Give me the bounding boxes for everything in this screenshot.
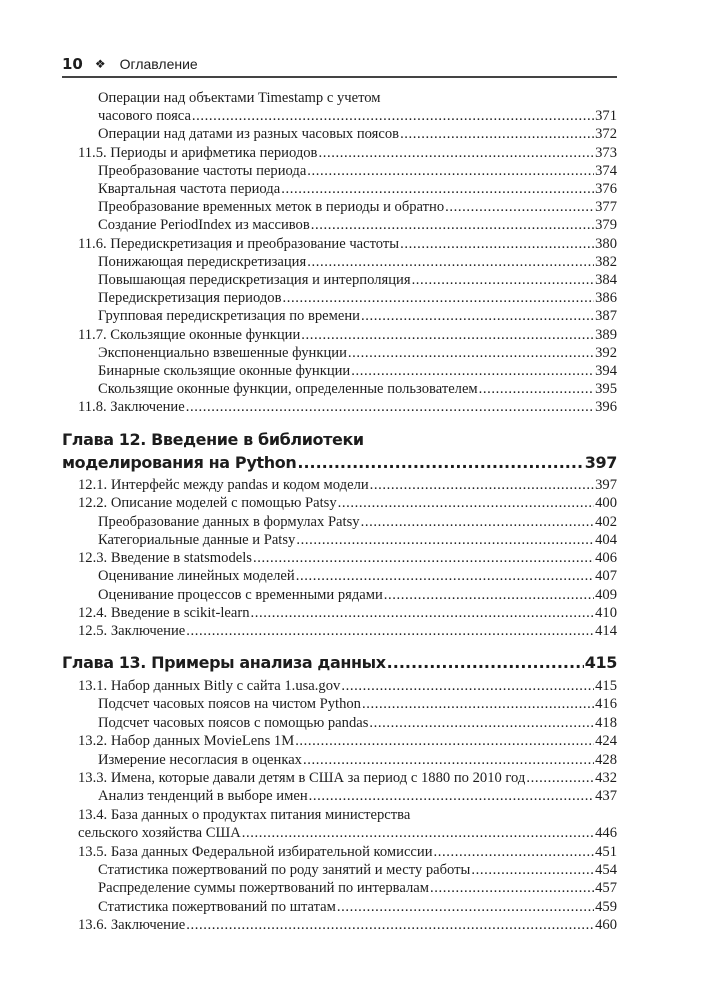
page-ref: 392 [595,344,617,361]
page-ref: 437 [595,788,617,805]
page-ref: 374 [595,162,617,179]
leader-dots [297,451,583,474]
leader-dots [361,513,595,531]
toc-entry[interactable] [62,861,617,879]
page-ref: 380 [595,235,617,252]
leader-dots [296,567,594,585]
toc-entry[interactable] [62,494,617,512]
page-ref: 409 [595,586,617,603]
entry-title: Преобразование частоты периода [98,162,307,179]
page-ref: 415 [595,678,617,694]
entry-title: Повышающая передискретизация и интерполяция [98,272,411,289]
entry-title: 12.5. Заключение [78,623,186,639]
page-ref: 400 [595,495,617,512]
toc-section-11 [62,89,617,417]
leader-dots [337,898,594,916]
leader-dots [338,494,594,512]
toc-entry[interactable] [62,787,617,805]
entry-title: Анализ тенденций в выборе имен [98,788,308,805]
entry-title: Категориальные данные и Patsy [98,531,296,548]
leader-dots [361,307,594,325]
leader-dots [341,677,594,695]
entry-title: Подсчет часовых поясов на чистом Python [98,696,361,713]
page-ref: 372 [595,126,617,143]
toc-entry[interactable] [62,677,617,695]
leader-dots [281,180,594,198]
toc-entry[interactable] [62,549,617,567]
toc-entry[interactable] [62,604,617,622]
leader-dots [186,622,594,640]
toc-entry[interactable] [62,380,617,398]
leader-dots [251,604,595,622]
running-header [62,53,616,75]
page-ref: 424 [595,733,617,750]
toc-chapter-12-entries [62,476,617,640]
leader-dots [384,586,594,604]
page-ref: 418 [595,714,617,731]
chapter-12-heading[interactable] [62,428,617,474]
entry-title: 12.1. Интерфейс между pandas и кодом модели [78,477,369,493]
toc-entry[interactable] [62,253,617,271]
page-ref: 389 [595,326,617,343]
leader-dots [351,362,594,380]
entry-title: 11.5. Периоды и арифметика периодов [78,144,318,161]
entry-title: 12.3. Введение в statsmodels [78,550,252,566]
entry-title: 12.2. Описание моделей с помощью Patsy [78,495,337,512]
toc-entry[interactable] [62,898,617,916]
page-ref: 407 [595,568,617,585]
page-ref: 396 [595,399,617,416]
page-ref: 386 [595,290,617,307]
toc-entry[interactable] [62,326,617,344]
page-ref: 410 [595,604,617,621]
page-ref: 395 [595,381,617,398]
entry-title: Операции над объектами Timestamp с учетом [98,90,381,106]
toc-entry[interactable] [62,806,617,824]
toc-entry[interactable] [62,398,617,416]
entry-title: 13.3. Имена, которые давали детям в США за период с 1880 по 2010 год [78,770,526,787]
chapter-13-heading[interactable] [62,651,617,674]
entry-title: 11.7. Скользящие оконные функции [78,326,301,343]
toc-entry[interactable] [62,714,617,732]
entry-title: 13.1. Набор данных Bitly с сайта 1.usa.gov [78,678,341,694]
leader-dots [307,162,594,180]
toc-entry[interactable] [62,289,617,307]
page-ref: 397 [595,477,617,493]
page-ref: 415 [584,653,617,672]
toc-entry[interactable] [62,476,617,494]
page-number: 10 [62,55,83,73]
page-ref: 460 [595,917,617,934]
header-rule [62,76,617,78]
toc-entry[interactable] [62,125,617,143]
leader-dots [186,916,594,934]
toc-entry[interactable] [62,824,617,842]
chapter-title: Глава 13. Примеры анализа данных [62,653,386,672]
page-ref: 404 [595,531,617,548]
toc-entry[interactable] [62,622,617,640]
leader-dots [186,398,594,416]
entry-title: Статистика пожертвований по штатам [98,898,336,915]
leader-dots [430,879,594,897]
toc-entry[interactable] [62,307,617,325]
toc-entry[interactable] [62,695,617,713]
leader-dots [192,107,594,125]
toc-entry[interactable] [62,235,617,253]
leader-dots [307,253,594,271]
toc-entry[interactable] [62,567,617,585]
running-title: Оглавление [119,56,198,72]
leader-dots [370,476,594,494]
page-ref: 379 [595,217,617,234]
page-ref: 416 [595,696,617,713]
leader-dots [369,714,594,732]
entry-title: Оценивание линейных моделей [98,568,295,585]
leader-dots [445,198,594,216]
entry-title: 13.2. Набор данных MovieLens 1M [78,733,295,750]
leader-dots [303,751,594,769]
page-ref: 406 [595,550,617,566]
chapter-title: Глава 12. Введение в библиотеки [62,430,364,449]
leader-dots [362,695,594,713]
toc-entry[interactable] [62,344,617,362]
page-ref: 387 [595,308,617,325]
page-ref: 377 [595,199,617,216]
leader-dots [348,344,594,362]
chapter-title: моделирования на Python [62,453,297,472]
leader-dots [296,531,594,549]
entry-title: 12.4. Введение в scikit-learn [78,604,250,621]
leader-dots [400,125,594,143]
page-ref: 459 [595,898,617,915]
entry-title: Оценивание процессов с временными рядами [98,586,383,603]
toc-entry[interactable] [62,751,617,769]
entry-title: Подсчет часовых поясов с помощью pandas [98,714,369,731]
entry-title: Скользящие оконные функции, определенные пользователем [98,381,478,398]
leader-dots [301,326,594,344]
ornament-icon: ❖ [94,57,106,71]
toc-entry[interactable] [62,586,617,604]
toc-entry[interactable] [62,162,617,180]
leader-dots [309,787,594,805]
leader-dots [318,144,594,162]
leader-dots [253,549,594,567]
entry-title: Преобразование данных в формулах Patsy [98,513,360,530]
leader-dots [471,861,594,879]
entry-title: Бинарные скользящие оконные функции [98,363,351,380]
entry-title: Групповая передискретизация по времени [98,308,360,325]
page-ref: 373 [595,144,617,161]
entry-title: 13.6. Заключение [78,917,186,934]
page-ref: 446 [595,825,617,842]
toc-chapter-13-entries [62,677,617,935]
page-ref: 397 [584,453,617,472]
leader-dots [400,235,594,253]
page-ref: 457 [595,880,617,897]
page-ref: 451 [595,843,617,860]
page-ref: 402 [595,513,617,530]
entry-title: Измерение несогласия в оценках [98,751,302,768]
toc-entry[interactable] [62,362,617,380]
page-ref: 428 [595,751,617,768]
leader-dots [479,380,594,398]
leader-dots [295,732,594,750]
leader-dots [242,824,594,842]
toc-entry[interactable] [62,531,617,549]
entry-title: Статистика пожертвований по роду занятий и месту работы [98,862,471,879]
toc-entry[interactable] [62,769,617,787]
toc-entry[interactable] [62,216,617,234]
entry-title: Квартальная частота периода [98,181,281,198]
page-ref: 382 [595,253,617,270]
leader-dots [387,651,584,674]
entry-title: Преобразование временных меток в периоды и обратно [98,199,445,216]
entry-title: Понижающая передискретизация [98,253,307,270]
toc-entry[interactable] [62,732,617,750]
leader-dots [434,843,595,861]
page-ref: 394 [595,363,617,380]
entry-title: 13.4. База данных о продуктах питания министерства [78,806,411,823]
page-ref: 384 [595,272,617,289]
entry-title: Создание PeriodIndex из массивов [98,217,310,234]
toc-entry[interactable] [62,144,617,162]
entry-title: Распределение суммы пожертвований по интервалам [98,880,429,897]
toc-entry[interactable] [62,89,617,107]
entry-title: Передискретизация периодов [98,290,282,307]
toc-entry[interactable] [62,180,617,198]
toc-entry[interactable] [62,271,617,289]
entry-title: 11.8. Заключение [78,399,185,416]
toc-entry[interactable] [62,513,617,531]
page-ref: 371 [595,108,617,125]
toc-entry[interactable] [62,916,617,934]
entry-title: 11.6. Передискретизация и преобразование частоты [78,235,400,252]
leader-dots [526,769,594,787]
page-ref: 414 [595,623,617,639]
leader-dots [282,289,594,307]
toc-entry[interactable] [62,198,617,216]
entry-title: Экспоненциально взвешенные функции [98,344,347,361]
leader-dots [412,271,595,289]
entry-title: часового пояса [98,108,191,125]
entry-title: 13.5. База данных Федеральной избирательной комиссии [78,843,433,860]
toc-entry[interactable] [62,107,617,125]
page-ref: 432 [595,770,617,787]
leader-dots [311,216,594,234]
page-ref: 454 [595,862,617,879]
entry-title: сельского хозяйства США [78,825,241,842]
page-ref: 376 [595,181,617,198]
entry-title: Операции над датами из разных часовых поясов [98,126,400,143]
toc-entry[interactable] [62,843,617,861]
toc-entry[interactable] [62,879,617,897]
